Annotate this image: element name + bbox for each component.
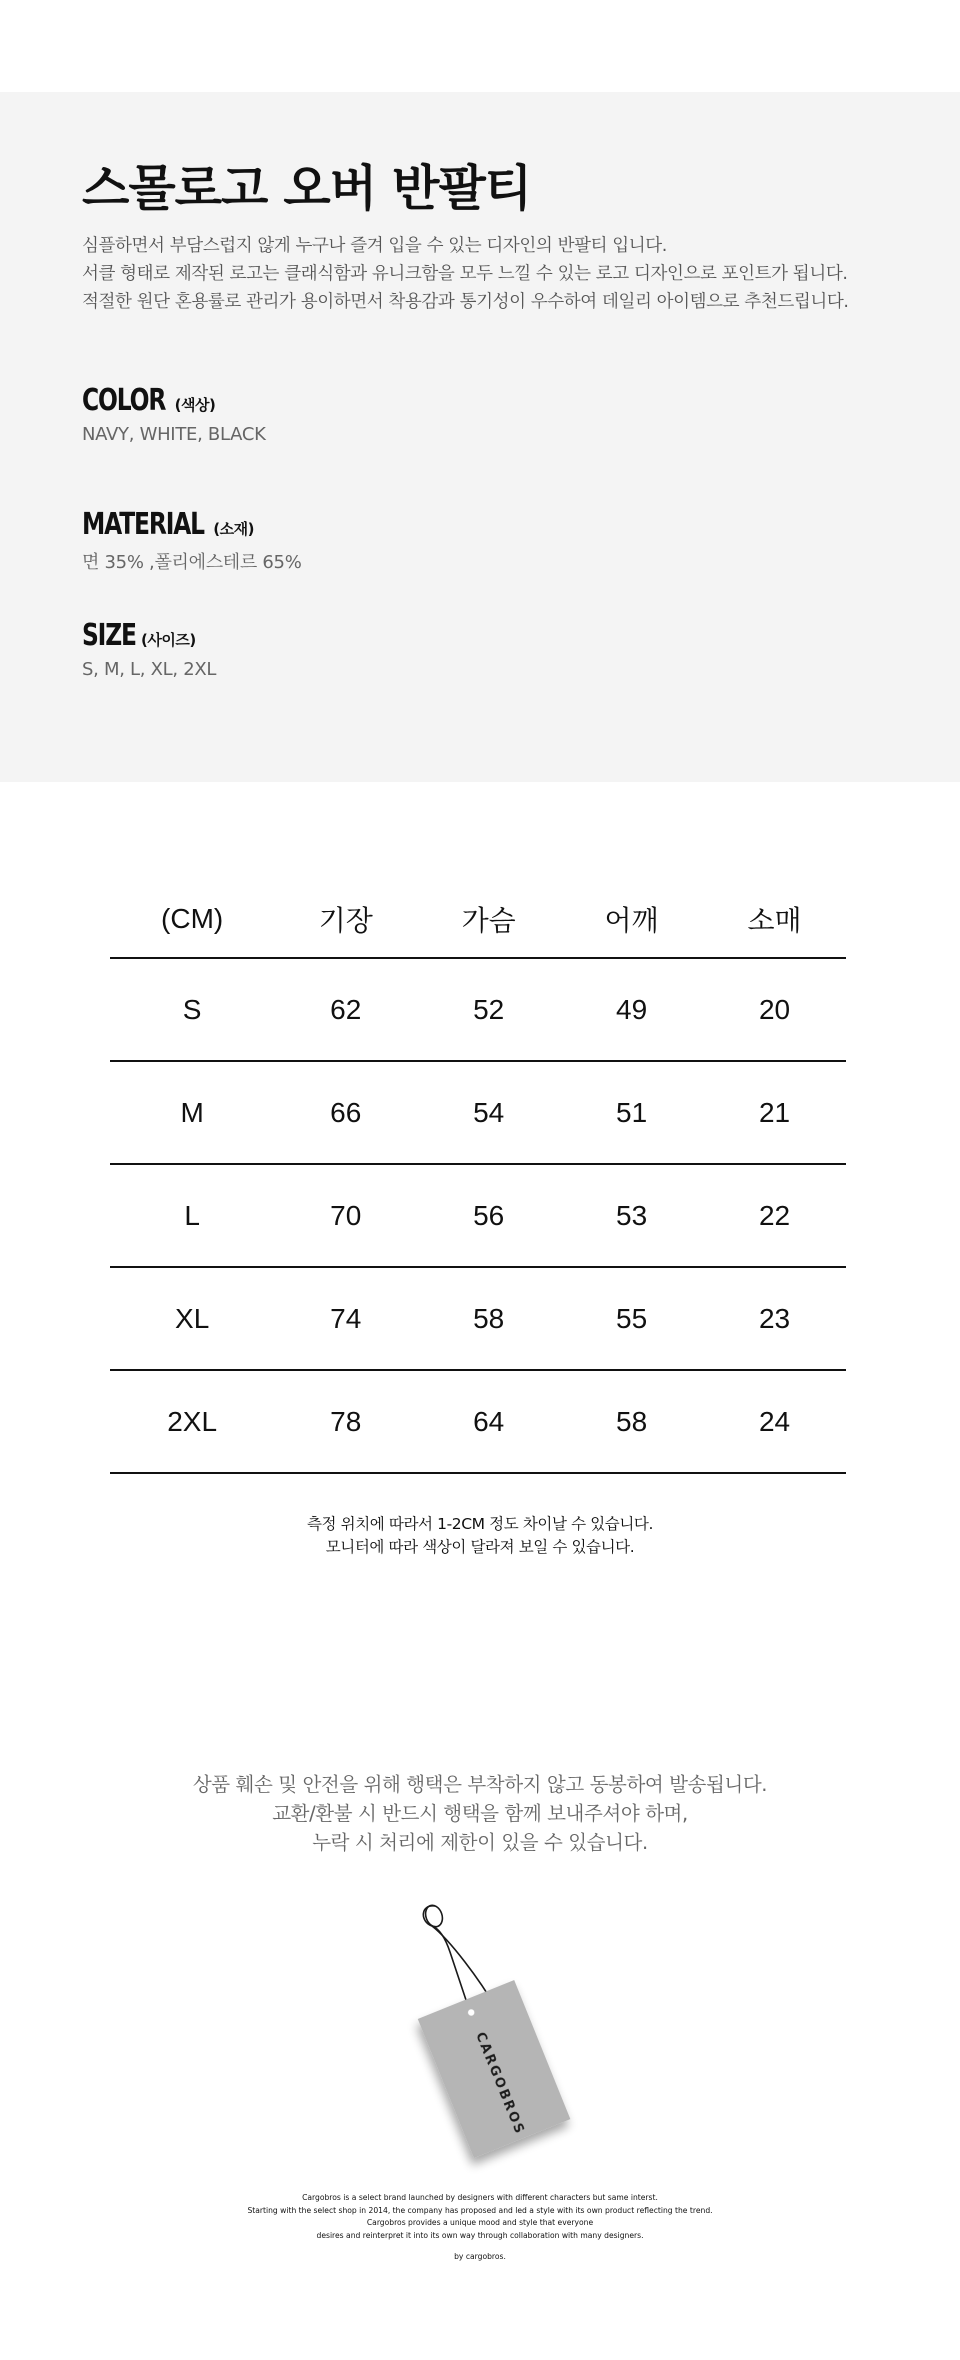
length-cell: 66: [274, 1061, 417, 1164]
table-header-row: [110, 880, 846, 958]
spec-size-sublabel: (사이즈): [141, 631, 196, 649]
header-sleeve: 소매: [703, 880, 846, 958]
table-row: [110, 958, 846, 1061]
length-cell: 78: [274, 1370, 417, 1473]
spec-size-label: SIZE: [82, 618, 136, 653]
size-cell: S: [110, 958, 274, 1061]
chest-cell: 52: [417, 958, 560, 1061]
header-shoulder: 어깨: [560, 880, 703, 958]
table-row: [110, 1164, 846, 1267]
spec-material-sublabel: (소재): [213, 520, 254, 538]
shoulder-cell: 58: [560, 1370, 703, 1473]
length-cell: 62: [274, 958, 417, 1061]
table-row: [110, 1061, 846, 1164]
sleeve-cell: 20: [703, 958, 846, 1061]
length-cell: 70: [274, 1164, 417, 1267]
shoulder-cell: 55: [560, 1267, 703, 1370]
spec-color-sublabel: (색상): [174, 396, 216, 414]
sleeve-cell: 22: [703, 1164, 846, 1267]
brand-about: [0, 2192, 960, 2242]
spec-color-heading: [82, 383, 266, 418]
chest-cell: 64: [417, 1370, 560, 1473]
sleeve-cell: 23: [703, 1267, 846, 1370]
header-chest: 가슴: [417, 880, 560, 958]
spec-size-heading: [82, 618, 216, 653]
table-row: [110, 1370, 846, 1473]
spec-size: [82, 618, 216, 680]
size-cell: XL: [110, 1267, 274, 1370]
tag-brand-text: CARGOBROS: [472, 2030, 528, 2138]
spec-material-heading: [82, 507, 302, 542]
notice-line: 상품 훼손 및 안전을 위해 행택은 부착하지 않고 동봉하여 발송됩니다.: [192, 1773, 768, 1796]
notice-line: 누락 시 처리에 제한이 있을 수 있습니다.: [312, 1831, 648, 1854]
chest-cell: 58: [417, 1267, 560, 1370]
hang-tag-icon: [380, 1900, 600, 2180]
header-unit: (CM): [110, 880, 274, 958]
shoulder-cell: 53: [560, 1164, 703, 1267]
product-description: [82, 232, 922, 316]
note-line: 측정 위치에 따라서 1-2CM 정도 차이날 수 있습니다.: [306, 1515, 654, 1533]
shoulder-cell: 51: [560, 1061, 703, 1164]
chest-cell: 56: [417, 1164, 560, 1267]
product-title: 스몰로고 오버 반팔티: [82, 160, 532, 217]
about-line: desires and reinterpret it into its own way through collaboration with many designers.: [316, 2230, 644, 2240]
size-cell: 2XL: [110, 1370, 274, 1473]
spec-color: [82, 383, 266, 445]
shoulder-cell: 49: [560, 958, 703, 1061]
description-line: 서클 형태로 제작된 로고는 클래식함과 유니크함을 모두 느낄 수 있는 로고 디자인으로 포인트가 됩니다.: [82, 264, 848, 284]
spec-material-value: 면 35% ,폴리에스테르 65%: [82, 552, 302, 573]
spec-material-label: MATERIAL: [82, 507, 204, 542]
about-line: Starting with the select shop in 2014, the company has proposed and led a style with its own product reflecting the trend.: [247, 2205, 713, 2215]
tag-notice: [0, 1770, 960, 1857]
header-length: 기장: [274, 880, 417, 958]
about-line: Cargobros is a select brand launched by designers with different characters but same interst.: [302, 2193, 658, 2202]
notice-line: 교환/환불 시 반드시 행택을 함께 보내주셔야 하며,: [272, 1802, 688, 1825]
length-cell: 74: [274, 1267, 417, 1370]
spec-color-value: NAVY, WHITE, BLACK: [82, 424, 266, 445]
size-chart-table: [110, 880, 846, 1474]
spec-size-value: S, M, L, XL, 2XL: [82, 659, 217, 680]
table-row: [110, 1267, 846, 1370]
chest-cell: 54: [417, 1061, 560, 1164]
brand-byline: by cargobros.: [454, 2252, 506, 2261]
about-line: Cargobros provides a unique mood and style that everyone: [366, 2218, 594, 2227]
hang-tag-illustration: [380, 1900, 600, 2180]
description-line: 적절한 원단 혼용률로 관리가 용이하면서 착용감과 통기성이 우수하여 데일리 아이템으로 추천드립니다.: [82, 292, 849, 312]
sleeve-cell: 21: [703, 1061, 846, 1164]
sleeve-cell: 24: [703, 1370, 846, 1473]
measurement-note: [0, 1513, 960, 1559]
size-cell: M: [110, 1061, 274, 1164]
spec-material: [82, 507, 302, 574]
note-line: 모니터에 따라 색상이 달라져 보일 수 있습니다.: [325, 1538, 635, 1556]
spec-color-label: COLOR: [82, 383, 166, 418]
size-cell: L: [110, 1164, 274, 1267]
description-line: 심플하면서 부담스럽지 않게 누구나 즐겨 입을 수 있는 디자인의 반팔티 입니다.: [82, 236, 667, 256]
